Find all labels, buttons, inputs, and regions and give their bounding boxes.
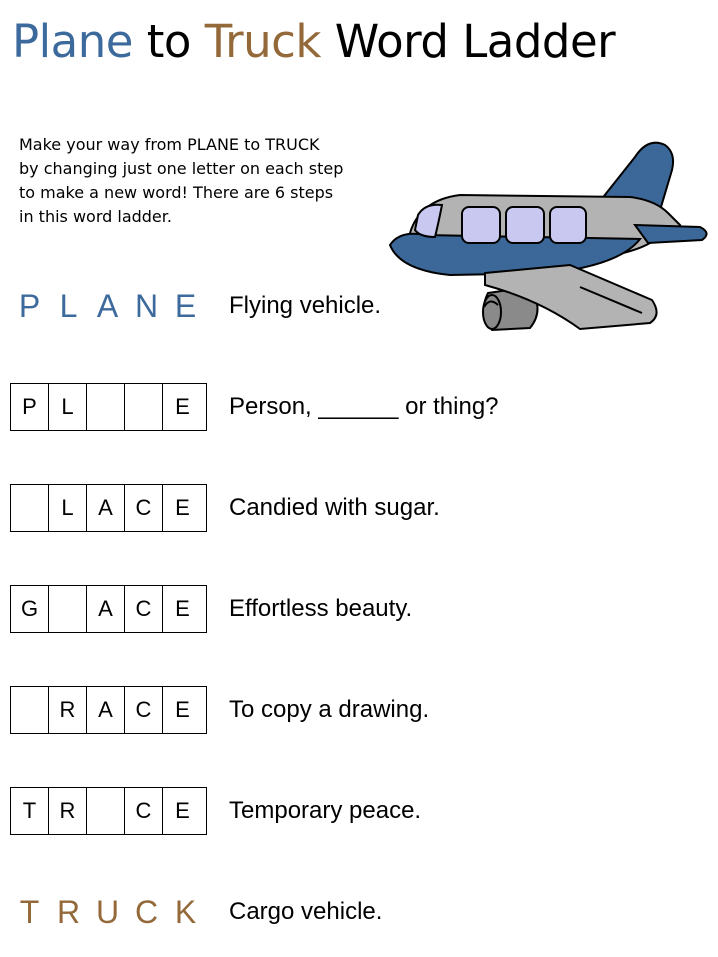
letter: N xyxy=(134,287,159,324)
clue: Person, ______ or thing? xyxy=(229,393,499,420)
letter-box[interactable]: C xyxy=(125,485,163,531)
letter-box[interactable] xyxy=(49,586,87,632)
letter: E xyxy=(174,287,197,324)
page-title xyxy=(12,12,615,72)
letter-box[interactable]: C xyxy=(125,687,163,733)
letter-box[interactable]: E xyxy=(175,798,190,823)
title-word-to: to xyxy=(146,15,191,68)
clue: Candied with sugar. xyxy=(229,494,440,521)
letter-box[interactable]: E xyxy=(175,394,190,419)
airplane-icon xyxy=(380,125,715,340)
letter-box[interactable] xyxy=(87,788,125,834)
clue: Temporary peace. xyxy=(229,797,422,824)
letter-box[interactable]: R xyxy=(49,788,87,834)
letter-boxes xyxy=(10,686,207,734)
letter-box[interactable]: C xyxy=(125,788,163,834)
letter-boxes xyxy=(10,383,207,431)
title-word-truck: Truck xyxy=(204,15,321,68)
clue: To copy a drawing. xyxy=(229,696,430,723)
letter-box[interactable]: C xyxy=(125,586,163,632)
letter-box[interactable]: P xyxy=(11,384,49,430)
letter-box[interactable] xyxy=(125,384,163,430)
start-word xyxy=(10,282,207,330)
title-word-plane: Plane xyxy=(12,15,133,68)
title-word-ladder: Word Ladder xyxy=(334,15,616,68)
letter-boxes xyxy=(10,585,207,633)
letter-box[interactable]: E xyxy=(175,697,190,722)
letter-boxes xyxy=(10,484,207,532)
letter: K xyxy=(174,893,197,930)
letter-box[interactable]: L xyxy=(49,384,87,430)
letter: T xyxy=(19,893,40,930)
clue: Cargo vehicle. xyxy=(229,898,383,925)
letter-box[interactable]: E xyxy=(175,495,190,520)
letter-box[interactable] xyxy=(11,687,49,733)
clue: Effortless beauty. xyxy=(229,595,413,622)
letter-box[interactable]: A xyxy=(87,586,125,632)
letter-box[interactable]: T xyxy=(11,788,49,834)
letter-box[interactable]: R xyxy=(49,687,87,733)
instructions xyxy=(19,133,409,229)
letter: C xyxy=(134,893,159,930)
letter-boxes xyxy=(10,787,207,835)
letter-box[interactable]: A xyxy=(87,485,125,531)
instructions-line: by changing just one letter on each step xyxy=(19,159,344,178)
instructions-line: to make a new word! There are 6 steps xyxy=(19,183,334,202)
letter: R xyxy=(56,893,81,930)
clue: Flying vehicle. xyxy=(229,292,382,319)
end-word xyxy=(10,888,207,936)
instructions-line: Make your way from PLANE to TRUCK xyxy=(19,135,320,154)
letter: U xyxy=(95,893,120,930)
letter: A xyxy=(96,287,119,324)
letter-box[interactable]: A xyxy=(87,687,125,733)
letter-box[interactable] xyxy=(11,485,49,531)
letter-box[interactable]: L xyxy=(49,485,87,531)
letter-box[interactable]: E xyxy=(175,596,190,621)
letter: L xyxy=(59,287,78,324)
letter: P xyxy=(18,287,41,324)
instructions-line: in this word ladder. xyxy=(19,207,172,226)
letter-box[interactable]: G xyxy=(11,586,49,632)
letter-box[interactable] xyxy=(87,384,125,430)
